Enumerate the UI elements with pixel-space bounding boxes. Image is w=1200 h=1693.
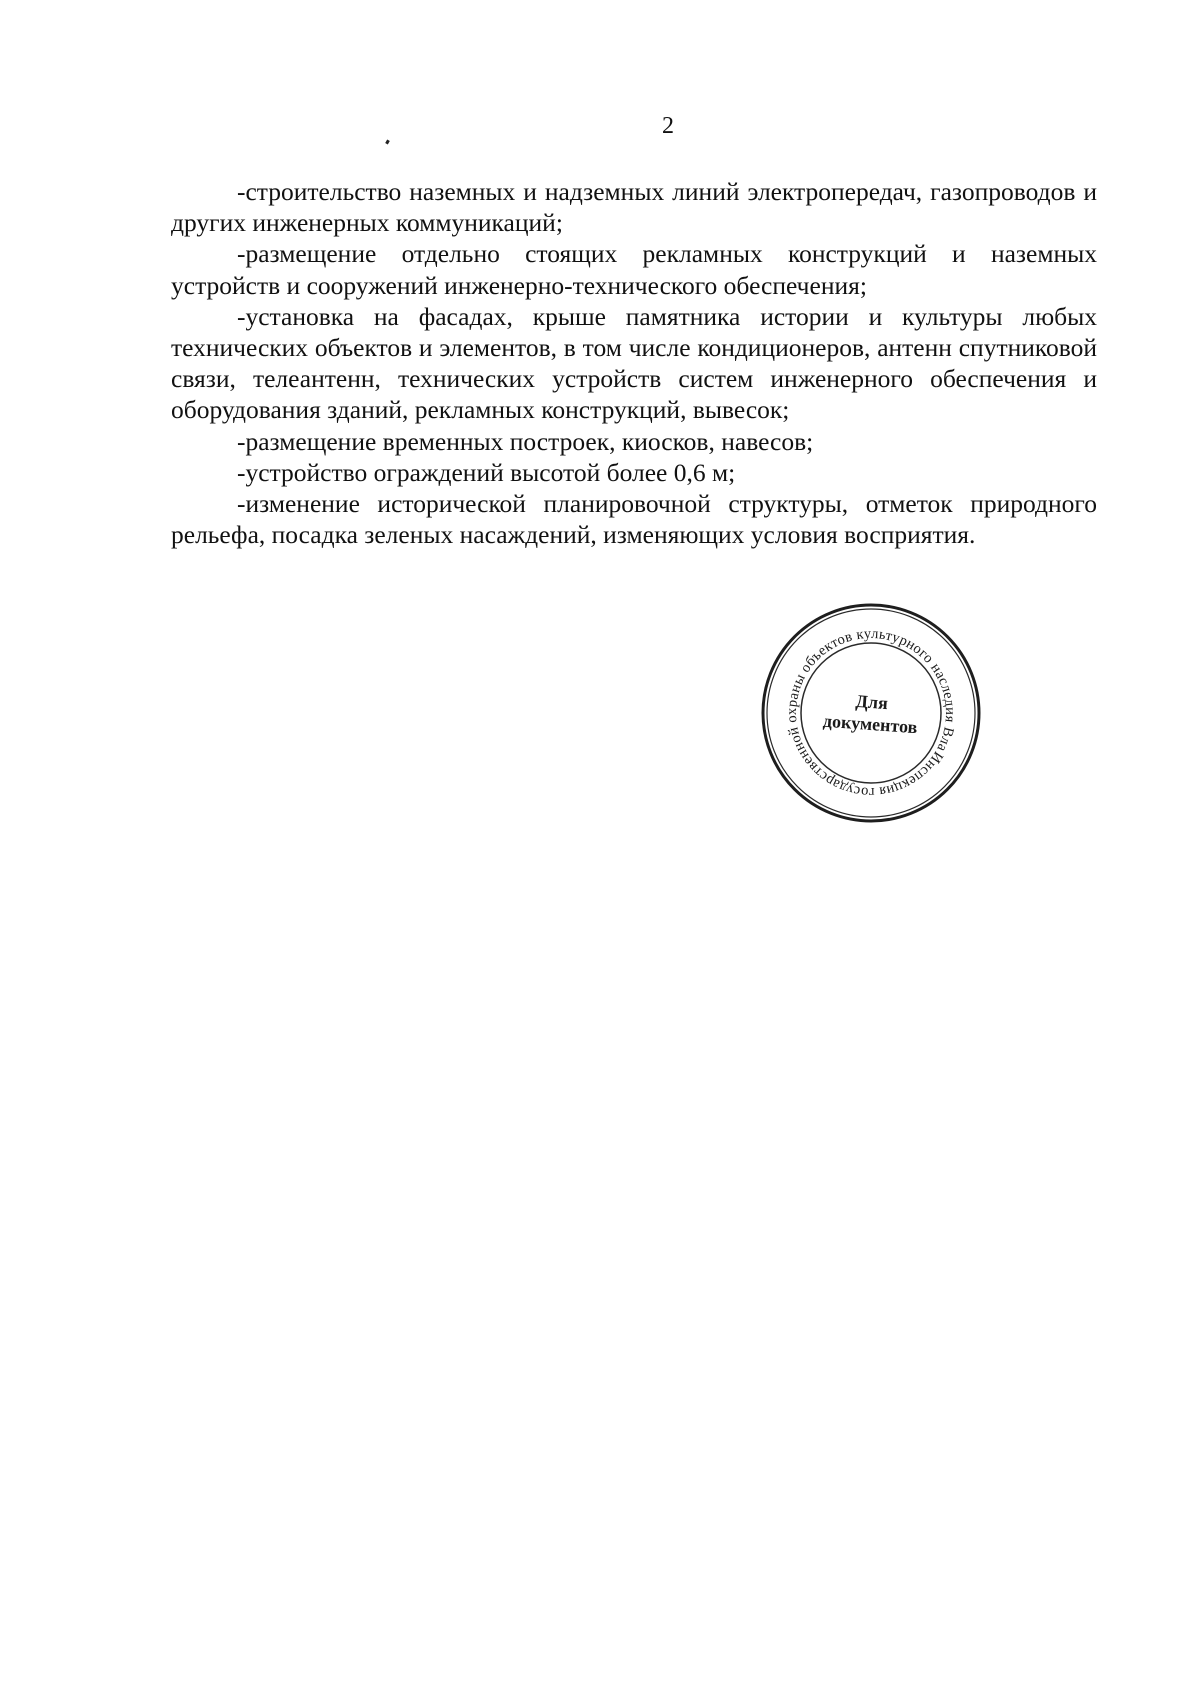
list-item: -строительство наземных и надземных линий электропередач, газопроводов и других инженерных коммуникаций; xyxy=(171,177,1097,238)
list-item: -устройство ограждений высотой более 0,6 м; xyxy=(237,457,736,487)
stamp-center xyxy=(748,590,993,835)
list-item: -установка на фасадах, крыше памятника истории и культуры любых технических объектов и элементов, в том числе кондиционеров, антенн спутниковой связи, телеантенн, технических устройств систем инженерного обеспечения и оборудования зданий, рекламных конструкций, вывесок; xyxy=(171,301,1097,425)
list-item: -изменение исторической планировочной структуры, отметок природного рельефа, посадка зеленых насаждений, изменяющих условия восприятия. xyxy=(171,489,1097,550)
document-body xyxy=(171,176,1097,550)
official-stamp xyxy=(756,598,986,828)
page-number: 2 xyxy=(662,113,674,139)
list-item: -размещение отдельно стоящих рекламных конструкций и наземных устройств и сооружений инженерно-технического обеспечения; xyxy=(171,239,1097,300)
scan-speck xyxy=(385,140,390,145)
stamp-ring-text: Инспекция государственной охраны объектов культурного наследия Владимирской xyxy=(783,625,959,801)
stamp-center-line-2: документов xyxy=(822,710,919,738)
list-item: -размещение временных построек, киосков, навесов; xyxy=(237,426,814,456)
stamp-center-line-1: Для xyxy=(854,690,889,714)
